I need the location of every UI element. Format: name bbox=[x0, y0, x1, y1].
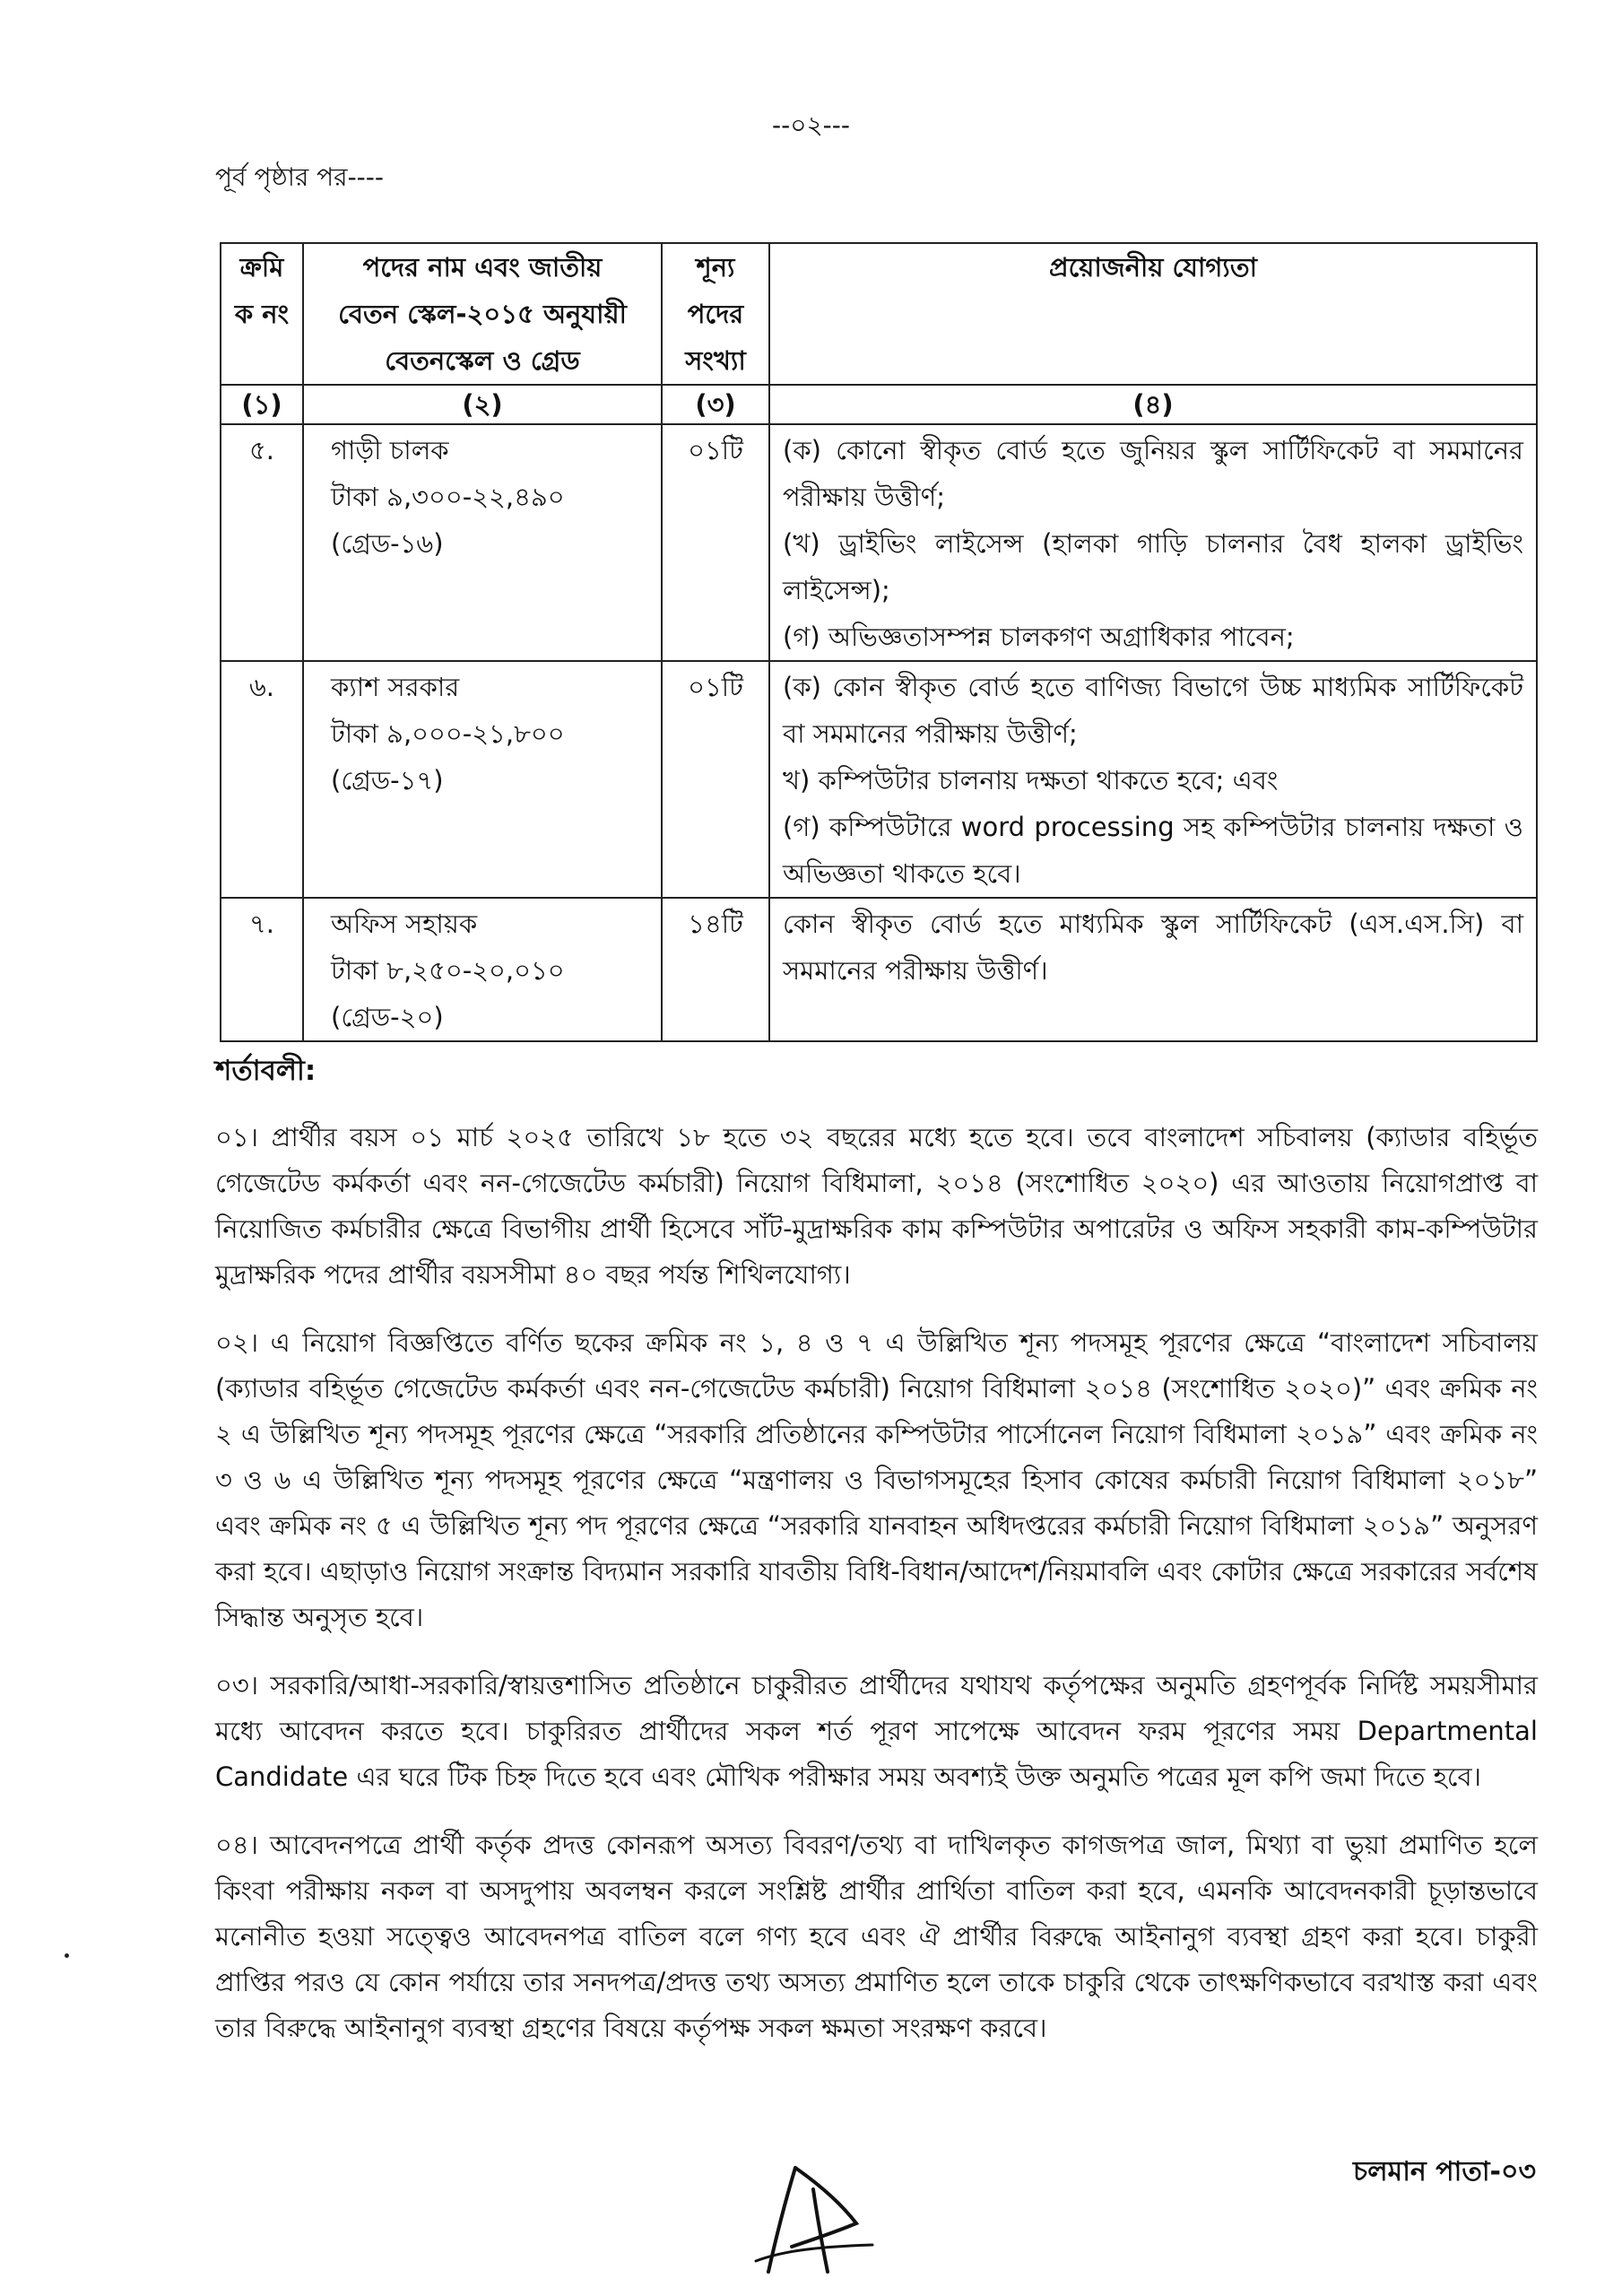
serial-cell: ৭. bbox=[221, 898, 303, 1041]
terms-list bbox=[215, 1115, 1538, 2074]
header-line: পদের নাম এবং জাতীয় bbox=[362, 252, 603, 283]
grade: (গ্রেড-১৭) bbox=[331, 765, 444, 796]
qualification-cell bbox=[769, 661, 1537, 898]
post-cell bbox=[303, 661, 662, 898]
pay-scale: টাকা ৮,২৫০-২০,০১০ bbox=[331, 955, 565, 986]
column-number: (৩) bbox=[662, 385, 769, 424]
qualification-cell bbox=[769, 898, 1537, 1041]
post-name: অফিস সহায়ক bbox=[331, 909, 478, 939]
grade: (গ্রেড-১৬) bbox=[331, 528, 444, 559]
header-line: পদের bbox=[687, 299, 744, 329]
header-line: ক নং bbox=[234, 299, 290, 329]
column-number-row bbox=[221, 385, 1537, 424]
header-line: বেতনস্কেল ও গ্রেড bbox=[385, 345, 580, 376]
header-line: সংখ্যা bbox=[685, 345, 746, 376]
post-name: গাড়ী চালক bbox=[331, 435, 449, 465]
qualification-item: (ক) কোন স্বীকৃত বোর্ড হতে বাণিজ্য বিভাগে উচ্চ মাধ্যমিক সার্টিফিকেট বা সমমানের পরীক্ষায় উত্তীর্ণ; bbox=[783, 672, 1523, 749]
qualification-table bbox=[220, 242, 1538, 1042]
serial-cell: ৫. bbox=[221, 424, 303, 661]
qualification-item: কোন স্বীকৃত বোর্ড হতে মাধ্যমিক স্কুল সার্টিফিকেট (এস.এস.সি) বা সমমানের পরীক্ষায় উত্তীর্ণ। bbox=[783, 909, 1523, 986]
terms-heading: শর্তাবলী: bbox=[215, 1055, 317, 1087]
header-serial bbox=[221, 243, 303, 385]
qualification-item: (ক) কোনো স্বীকৃত বোর্ড হতে জুনিয়র স্কুল সার্টিফিকেট বা সমমানের পরীক্ষায় উত্তীর্ণ; bbox=[783, 435, 1523, 512]
page-number: --০২--- bbox=[772, 110, 850, 140]
column-number: (২) bbox=[303, 385, 662, 424]
table-header-row bbox=[221, 243, 1537, 385]
header-line: প্রয়োজনীয় যোগ্যতা bbox=[1049, 252, 1257, 283]
grade: (গ্রেড-২০) bbox=[331, 1002, 444, 1032]
column-number: (১) bbox=[221, 385, 303, 424]
qualification-cell bbox=[769, 424, 1537, 661]
vacancy-cell: ০১টি bbox=[662, 661, 769, 898]
post-cell bbox=[303, 424, 662, 661]
continued-label: পূর্ব পৃষ্ঠার পর---- bbox=[215, 162, 384, 192]
stray-mark bbox=[65, 1953, 69, 1958]
header-post bbox=[303, 243, 662, 385]
qualification-item: খ) কম্পিউটার চালনায় দক্ষতা থাকতে হবে; এবং bbox=[783, 765, 1279, 796]
term-paragraph: ০২। এ নিয়োগ বিজ্ঞপ্তিতে বর্ণিত ছকের ক্রমিক নং ১, ৪ ও ৭ এ উল্লিখিত শূন্য পদসমূহ পূরণের ক্ষেত্রে “বাংলাদেশ সচিবালয় (ক্যাডার বহির্ভূত গেজেটেড কর্মকর্তা এবং নন-গেজেটেড কর্মচারী) নিয়োগ বিধিমালা ২০১৪ (সংশোধিত ২০২০)” এবং ক্রমিক নং ২ এ উল্লিখিত শূন্য পদসমূহ পূরণের ক্ষেত্রে “সরকারি প্রতিষ্ঠানের কম্পিউটার পার্সোনেল নিয়োগ বিধিমালা ২০১৯” এবং ক্রমিক নং ৩ ও ৬ এ উল্লিখিত শূন্য পদসমূহ পূরণের ক্ষেত্রে “মন্ত্রণালয় ও বিভাগসমূহের হিসাব কোষের কর্মচারী নিয়োগ বিধিমালা ২০১৮” এবং ক্রমিক নং ৫ এ উল্লিখিত শূন্য পদ পূরণের ক্ষেত্রে “সরকারি যানবাহন অধিদপ্তরের কর্মচারী নিয়োগ বিধিমালা ২০১৯” অনুসরণ করা হবে। এছাড়াও নিয়োগ সংক্রান্ত বিদ্যমান সরকারি যাবতীয় বিধি-বিধান/আদেশ/নিয়মাবলি এবং কোটার ক্ষেত্রে সরকারের সর্বশেষ সিদ্ধান্ত অনুসৃত হবে। bbox=[215, 1327, 1538, 1632]
vacancy-cell: ১৪টি bbox=[662, 898, 769, 1041]
qualification-item: (গ) কম্পিউটারে word processing সহ কম্পিউটার চালনায় দক্ষতা ও অভিজ্ঞতা থাকতে হবে। bbox=[783, 812, 1523, 889]
header-qualification bbox=[769, 243, 1537, 385]
post-cell bbox=[303, 898, 662, 1041]
term-paragraph: ০৪। আবেদনপত্রে প্রার্থী কর্তৃক প্রদত্ত কোনরূপ অসত্য বিবরণ/তথ্য বা দাখিলকৃত কাগজপত্র জাল, মিথ্যা বা ভুয়া প্রমাণিত হলে কিংবা পরীক্ষায় নকল বা অসদুপায় অবলম্বন করলে সংশ্লিষ্ট প্রার্থীর প্রার্থিতা বাতিল করা হবে, এমনকি আবেদনকারী চূড়ান্তভাবে মনোনীত হওয়া সত্ত্বেও আবেদনপত্র বাতিল বলে গণ্য হবে এবং ঐ প্রার্থীর বিরুদ্ধে আইনানুগ ব্যবস্থা গ্রহণ করা হবে। চাকুরী প্রাপ্তির পরও যে কোন পর্যায়ে তার সনদপত্র/প্রদত্ত তথ্য অসত্য প্রমাণিত হলে তাকে চাকুরি থেকে তাৎক্ষণিকভাবে বরখাস্ত করা এবং তার বিরুদ্ধে আইনানুগ ব্যবস্থা গ্রহণের বিষয়ে কর্তৃপক্ষ সকল ক্ষমতা সংরক্ষণ করবে। bbox=[215, 1830, 1538, 2043]
header-line: ক্রমি bbox=[239, 252, 284, 283]
term-paragraph: ০১। প্রার্থীর বয়স ০১ মার্চ ২০২৫ তারিখে ১৮ হতে ৩২ বছরের মধ্যে হতে হবে। তবে বাংলাদেশ সচিবালয় (ক্যাডার বহির্ভূত গেজেটেড কর্মকর্তা এবং নন-গেজেটেড কর্মচারী) নিয়োগ বিধিমালা, ২০১৪ (সংশোধিত ২০২০) এর আওতায় নিয়োগপ্রাপ্ত বা নিয়োজিত কর্মচারীর ক্ষেত্রে বিভাগীয় প্রার্থী হিসেবে সাঁট-মুদ্রাক্ষরিক কাম কম্পিউটার অপারেটর ও অফিস সহকারী কাম-কম্পিউটার মুদ্রাক্ষরিক পদের প্রার্থীর বয়সসীমা ৪০ বছর পর্যন্ত শিথিলযোগ্য। bbox=[215, 1122, 1538, 1290]
header-vacancies bbox=[662, 243, 769, 385]
term-paragraph: ০৩। সরকারি/আধা-সরকারি/স্বায়ত্তশাসিত প্রতিষ্ঠানে চাকুরীরত প্রার্থীদের যথাযথ কর্তৃপক্ষের অনুমতি গ্রহণপূর্বক নির্দিষ্ট সময়সীমার মধ্যে আবেদন করতে হবে। চাকুরিরত প্রার্থীদের সকল শর্ত পূরণ সাপেক্ষে আবেদন ফরম পূরণের সময় Departmental Candidate এর ঘরে টিক চিহ্ন দিতে হবে এবং মৌখিক পরীক্ষার সময় অবশ্যই উক্ত অনুমতি পত্রের মূল কপি জমা দিতে হবে। bbox=[215, 1670, 1538, 1792]
header-line: শূন্য bbox=[696, 252, 735, 283]
signature-initials bbox=[749, 2157, 879, 2278]
pay-scale: টাকা ৯,০০০-২১,৮০০ bbox=[331, 718, 565, 749]
column-number: (৪) bbox=[769, 385, 1537, 424]
qualification-item: (গ) অভিজ্ঞতাসম্পন্ন চালকগণ অগ্রাধিকার পাবেন; bbox=[783, 622, 1295, 652]
pay-scale: টাকা ৯,৩০০-২২,৪৯০ bbox=[331, 482, 565, 512]
qualification-item: (খ) ড্রাইভিং লাইসেন্স (হালকা গাড়ি চালনার বৈধ হালকা ড্রাইভিং লাইসেন্স); bbox=[783, 528, 1523, 605]
serial-cell: ৬. bbox=[221, 661, 303, 898]
vacancy-cell: ০১টি bbox=[662, 424, 769, 661]
table-row bbox=[221, 424, 1537, 661]
table-row bbox=[221, 661, 1537, 898]
table-row bbox=[221, 898, 1537, 1041]
running-page-label: চলমান পাতা-০৩ bbox=[1353, 2156, 1536, 2187]
header-line: বেতন স্কেল-২০১৫ অনুযায়ী bbox=[338, 299, 627, 329]
post-name: ক্যাশ সরকার bbox=[331, 672, 460, 702]
